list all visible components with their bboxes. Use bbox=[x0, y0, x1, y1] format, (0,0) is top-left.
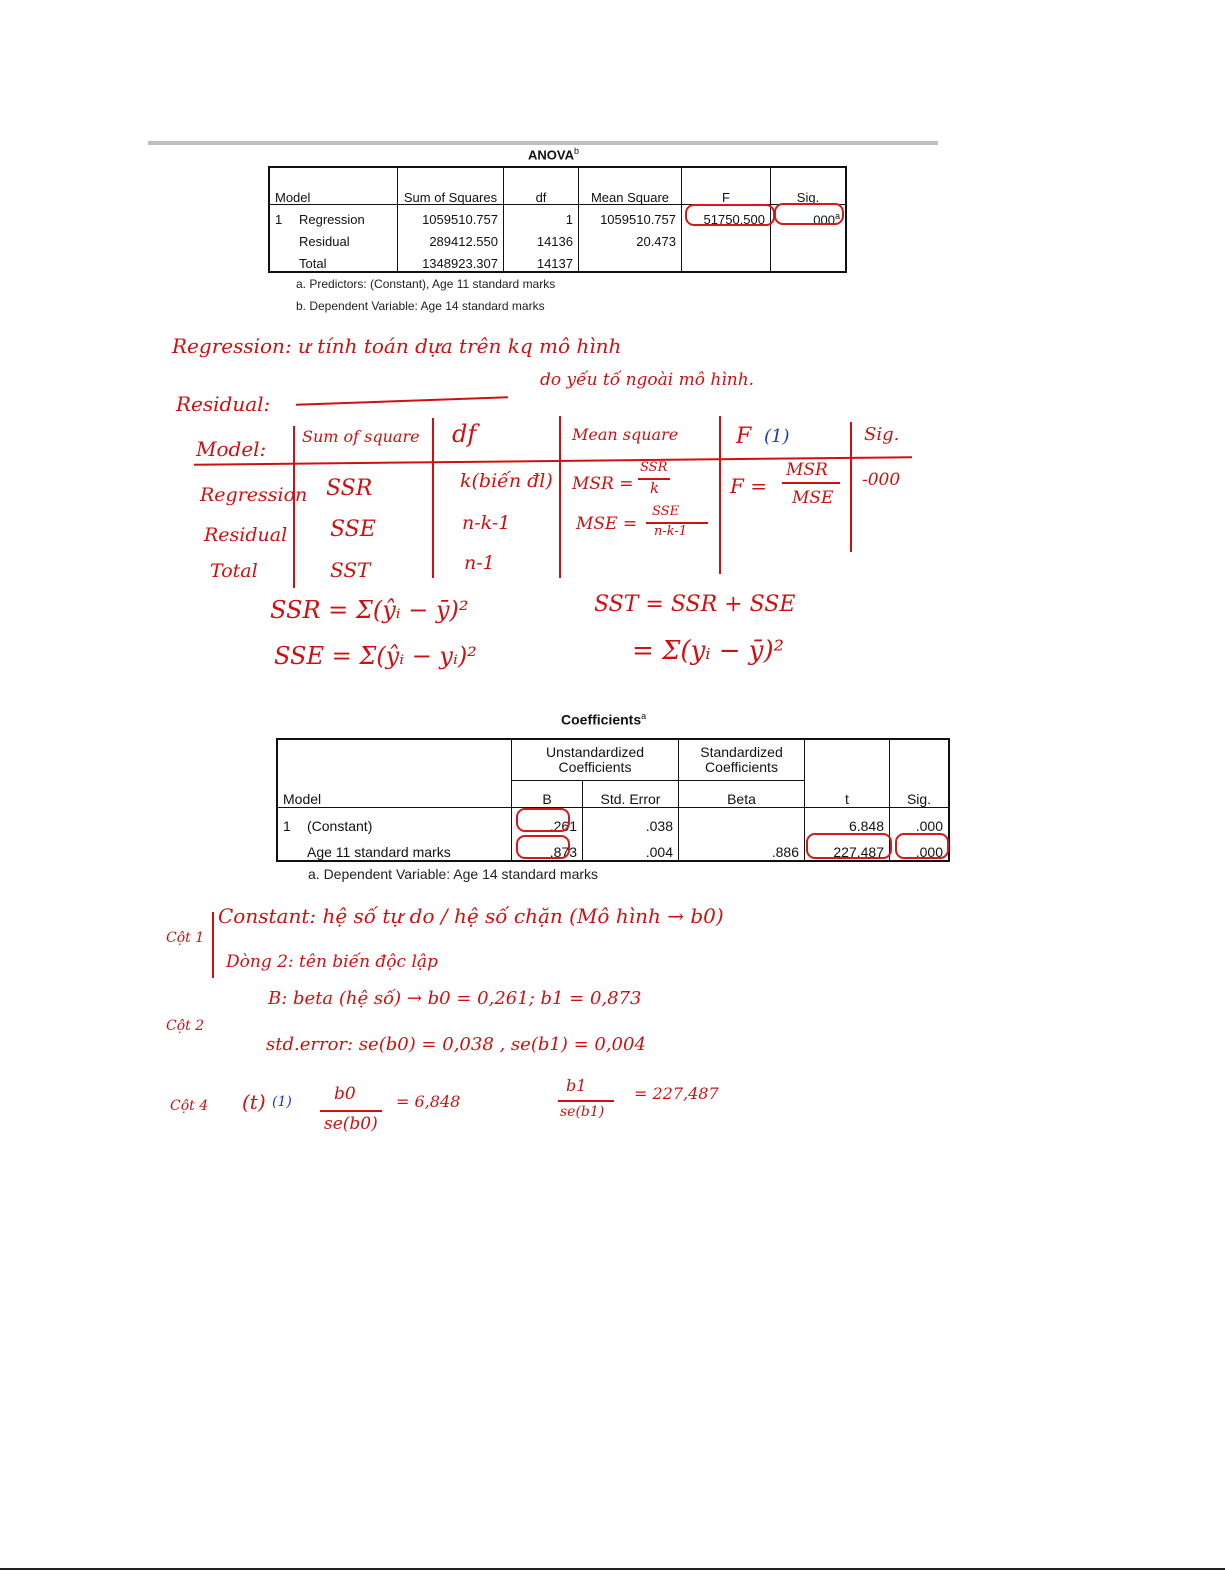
table-row bbox=[277, 808, 949, 835]
coef-row-label: (Constant) bbox=[307, 818, 373, 834]
coef-header-sig: Sig. bbox=[890, 739, 950, 808]
note-eq2: = 227,487 bbox=[634, 1084, 719, 1103]
note-t-mark: (1) bbox=[272, 1094, 292, 1110]
hw-col-line bbox=[850, 422, 852, 552]
coef-header-row bbox=[277, 739, 949, 781]
hw-cell-sig: -000 bbox=[862, 470, 901, 490]
sig-highlight-ring bbox=[774, 203, 844, 225]
hw-frac-den: k bbox=[650, 479, 660, 497]
coef-cell: .886 bbox=[679, 834, 805, 861]
anova-cell: 14137 bbox=[504, 249, 579, 272]
anova-header-ss: Sum of Squares bbox=[398, 167, 504, 205]
hw-cell: n-k-1 bbox=[462, 512, 511, 534]
note-b-line: B: beta (hệ số) → b0 = 0,261; b1 = 0,873 bbox=[268, 988, 642, 1009]
hw-col-line bbox=[432, 418, 434, 578]
anova-model-num: 1 bbox=[275, 212, 283, 227]
hw-col-line bbox=[719, 416, 721, 574]
coef-header-unstd: Unstandardized Coefficients bbox=[512, 739, 679, 781]
anova-cell: 1059510.757 bbox=[579, 205, 682, 228]
table-row bbox=[269, 227, 846, 249]
anova-header-ms: Mean Square bbox=[579, 167, 682, 205]
coef-cell: .261 bbox=[512, 808, 583, 835]
hw-header-f-mark: (1) bbox=[764, 426, 790, 447]
hw-header-ss: Sum of square bbox=[302, 427, 420, 446]
anova-footnote-a: a. Predictors: (Constant), Age 11 standard marks bbox=[296, 277, 556, 291]
note-eq1: = 6,848 bbox=[396, 1092, 461, 1111]
f-highlight-ring bbox=[685, 204, 775, 226]
hw-frac-num: SSE bbox=[652, 504, 680, 519]
hw-row-label: Residual bbox=[204, 524, 288, 546]
note-dong2: Dòng 2: tên biến độc lập bbox=[226, 952, 438, 972]
hw-header-ms: Mean square bbox=[572, 425, 679, 444]
coef-header-std: Standardized Coefficients bbox=[679, 739, 805, 781]
hw-cell: SSE bbox=[330, 517, 376, 542]
hw-cell: SST bbox=[330, 558, 371, 582]
anova-header-df: df bbox=[504, 167, 579, 205]
coef-cell: 6.848 bbox=[805, 808, 890, 835]
anova-cell: 1348923.307 bbox=[398, 249, 504, 272]
hw-header-sig: Sig. bbox=[864, 424, 900, 445]
formula-sse: SSE = Σ(ŷᵢ − yᵢ)² bbox=[274, 642, 477, 670]
formula-ssr: SSR = Σ(ŷᵢ − ȳ)² bbox=[270, 596, 469, 624]
coef-cell: .000 bbox=[890, 834, 950, 861]
note-constant: Constant: hệ số tự do / hệ số chặn (Mô hình → b0) bbox=[218, 904, 724, 928]
anova-cell: 51750.500 bbox=[682, 205, 771, 228]
anova-cell: 1059510.757 bbox=[398, 205, 504, 228]
hw-cell: k(biến đl) bbox=[460, 470, 553, 492]
coef-cell: .004 bbox=[583, 834, 679, 861]
note-b1: b1 bbox=[566, 1076, 587, 1095]
hw-row-label: Regression bbox=[200, 484, 308, 506]
residual-underline bbox=[296, 396, 508, 405]
formula-sst2: = Σ(yᵢ − ȳ)² bbox=[632, 636, 785, 666]
t-highlight-ring bbox=[806, 833, 892, 859]
coef-cell: .038 bbox=[583, 808, 679, 835]
b0-highlight-ring bbox=[516, 808, 570, 832]
formula-sst: SST = SSR + SSE bbox=[594, 592, 796, 617]
top-divider bbox=[148, 141, 938, 145]
hw-col-line bbox=[559, 416, 561, 578]
coef-header-b: B bbox=[512, 781, 583, 808]
sig-highlight-ring bbox=[895, 833, 949, 859]
hw-col-line bbox=[293, 426, 295, 588]
coef-row-label: Age 11 standard marks bbox=[307, 844, 451, 860]
coef-cell: .873 bbox=[512, 834, 583, 861]
note-residual-tail: do yếu tố ngoài mô hình. bbox=[540, 370, 755, 390]
anova-row-label: Residual bbox=[299, 234, 350, 249]
hw-cell: n-1 bbox=[464, 552, 495, 574]
anova-row-label: Total bbox=[299, 256, 327, 271]
note-t-label: (t) bbox=[242, 1090, 266, 1114]
coef-model-num: 1 bbox=[283, 818, 291, 834]
note-b0: b0 bbox=[334, 1084, 356, 1104]
coef-header-model: Model bbox=[277, 739, 512, 808]
anova-header-sig: Sig. bbox=[771, 167, 847, 205]
anova-header-f: F bbox=[682, 167, 771, 205]
cot1-bracket bbox=[212, 912, 214, 978]
hw-cell: MSE = bbox=[576, 514, 638, 534]
hw-header-df: df bbox=[452, 420, 477, 448]
anova-title: ANOVA$^b$ bbox=[528, 146, 579, 163]
anova-row-label: Regression bbox=[299, 212, 365, 227]
anova-cell: 14136 bbox=[504, 227, 579, 249]
sig-footnote: a bbox=[834, 210, 840, 221]
hw-cell: F = bbox=[730, 474, 767, 498]
hw-header-f: F bbox=[736, 424, 752, 449]
hw-row-label: Total bbox=[210, 560, 258, 582]
hw-cell: SSR bbox=[326, 476, 373, 501]
note-se-line: std.error: se(b0) = 0,038 , se(b1) = 0,004 bbox=[266, 1034, 646, 1055]
anova-header-row bbox=[269, 167, 846, 205]
coefficients-title: Coefficients$^a$ bbox=[561, 711, 647, 728]
note-cot1-label: Cột 1 bbox=[166, 930, 205, 946]
note-se-b1: se(b1) bbox=[560, 1104, 605, 1120]
anova-header-model: Model bbox=[269, 167, 398, 205]
hw-frac-den: n-k-1 bbox=[654, 524, 688, 539]
hw-frac-den: MSE bbox=[792, 488, 834, 508]
coef-header-se: Std. Error bbox=[583, 781, 679, 808]
coef-cell: 227.487 bbox=[805, 834, 890, 861]
coef-cell bbox=[679, 808, 805, 835]
coef-header-beta: Beta bbox=[679, 781, 805, 808]
hw-frac-bar bbox=[782, 482, 840, 484]
anova-cell: 1 bbox=[504, 205, 579, 228]
anova-cell: 20.473 bbox=[579, 227, 682, 249]
note-se-b0: se(b0) bbox=[324, 1114, 378, 1134]
anova-footnote-b: b. Dependent Variable: Age 14 standard marks bbox=[296, 299, 545, 313]
frac-bar-b1 bbox=[558, 1100, 614, 1102]
coef-footnote-a: a. Dependent Variable: Age 14 standard marks bbox=[308, 866, 599, 882]
bottom-divider bbox=[0, 1568, 1225, 1570]
note-cot2-label: Cột 2 bbox=[166, 1018, 205, 1034]
note-regression: Regression: ư tính toán dựa trên kq mô hình bbox=[172, 334, 622, 358]
coef-cell: .000 bbox=[890, 808, 950, 835]
hw-cell: MSR = bbox=[572, 474, 634, 494]
hw-header-model: Model: bbox=[196, 437, 267, 461]
hw-frac-num: MSR bbox=[786, 460, 828, 480]
coef-header-t: t bbox=[805, 739, 890, 808]
anova-cell: 289412.550 bbox=[398, 227, 504, 249]
frac-bar-b0 bbox=[320, 1110, 382, 1112]
note-cot4-label: Cột 4 bbox=[170, 1098, 209, 1114]
note-residual: Residual: bbox=[176, 392, 271, 416]
sig-value: 000 bbox=[813, 212, 835, 227]
b1-highlight-ring bbox=[516, 835, 570, 859]
hw-frac-num: SSR bbox=[640, 460, 668, 475]
table-row bbox=[269, 249, 846, 272]
